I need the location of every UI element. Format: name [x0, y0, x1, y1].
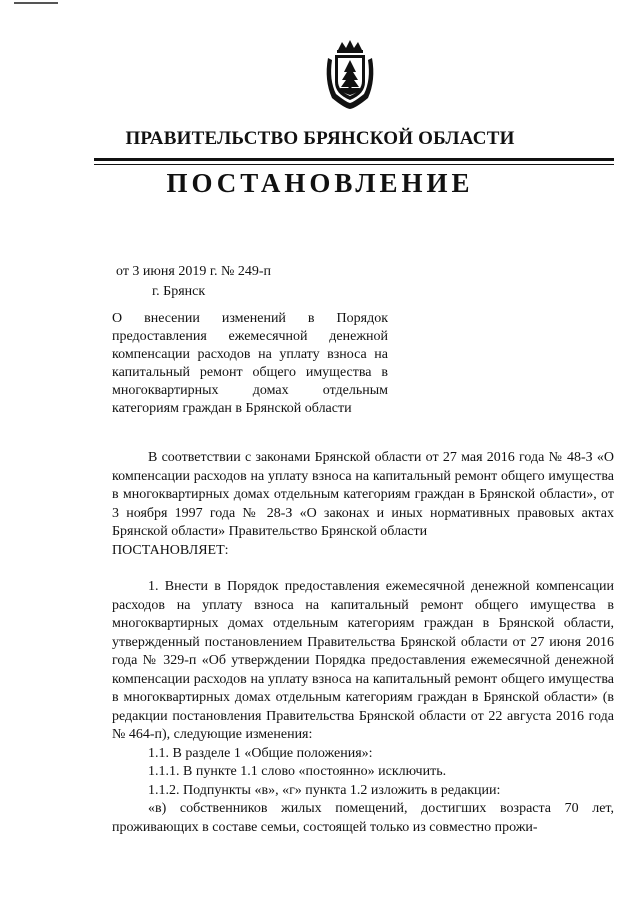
organization-title: ПРАВИТЕЛЬСТВО БРЯНСКОЙ ОБЛАСТИ [125, 128, 515, 149]
coat-of-arms-icon [324, 40, 376, 110]
document-type-title: ПОСТАНОВЛЕНИЕ [166, 168, 474, 198]
document-subject: О внесении изменений в Порядок предоставления ежемесячной денежной компенсации расходов на уплату взноса на капитальный ремонт общего имущества в многоквартирных домах отдельным категориям граждан в Брянской области [112, 311, 388, 416]
clause-1-1-1: 1.1.1. В пункте 1.1 слово «постоянно» исключить. [148, 764, 447, 779]
clause-1: 1. Внести в Порядок предоставления ежемесячной денежной компенсации расходов на уплату взноса на капитальный ремонт общего имущества в многоквартирных домах отдельным категориям граждан в Брянской области, утвержденный постановлением Правительства Брянской области от 27 июня 2016 года № 329-п «Об утверждении Порядка предоставления ежемесячной денежной компенсации расходов на уплату взноса на капитальный ремонт общего имущества в многоквартирных домах отдельным категориям граждан в Брянской области» (в редакции постановления Правительства Брянской области от 22 августа 2016 года № 464-п), следующие изменения: [112, 579, 614, 742]
subclause-v: «в) собственников жилых помещений, достигших возраста 70 лет, проживающих в составе семьи, состоящей только из совместно прожи- [112, 801, 614, 835]
header-rule-thick [94, 158, 614, 161]
city: г. Брянск [152, 284, 206, 299]
clause-1-1: 1.1. В разделе 1 «Общие положения»: [148, 745, 373, 761]
clause-1-1-2: 1.1.2. Подпункты «в», «г» пункта 1.2 изложить в редакции: [148, 782, 501, 798]
scan-artifact [14, 2, 58, 4]
preamble: В соответствии с законами Брянской области от 27 мая 2016 года № 48-З «О компенсации расходов на уплату взноса на капитальный ремонт общего имущества в многоквартирных домах отдельным категориям граждан в Брянской области», от 3 ноября 1997 года № 28-З «О законах и иных нормативных правовых актах Брянской области» Правительство Брянской области [112, 450, 614, 539]
header-rule-thin [94, 164, 614, 165]
date-and-number: от 3 июня 2019 г. № 249-п [116, 264, 271, 279]
document-body [112, 449, 614, 837]
resolve-heading: ПОСТАНОВЛЯЕТ: [112, 542, 229, 558]
